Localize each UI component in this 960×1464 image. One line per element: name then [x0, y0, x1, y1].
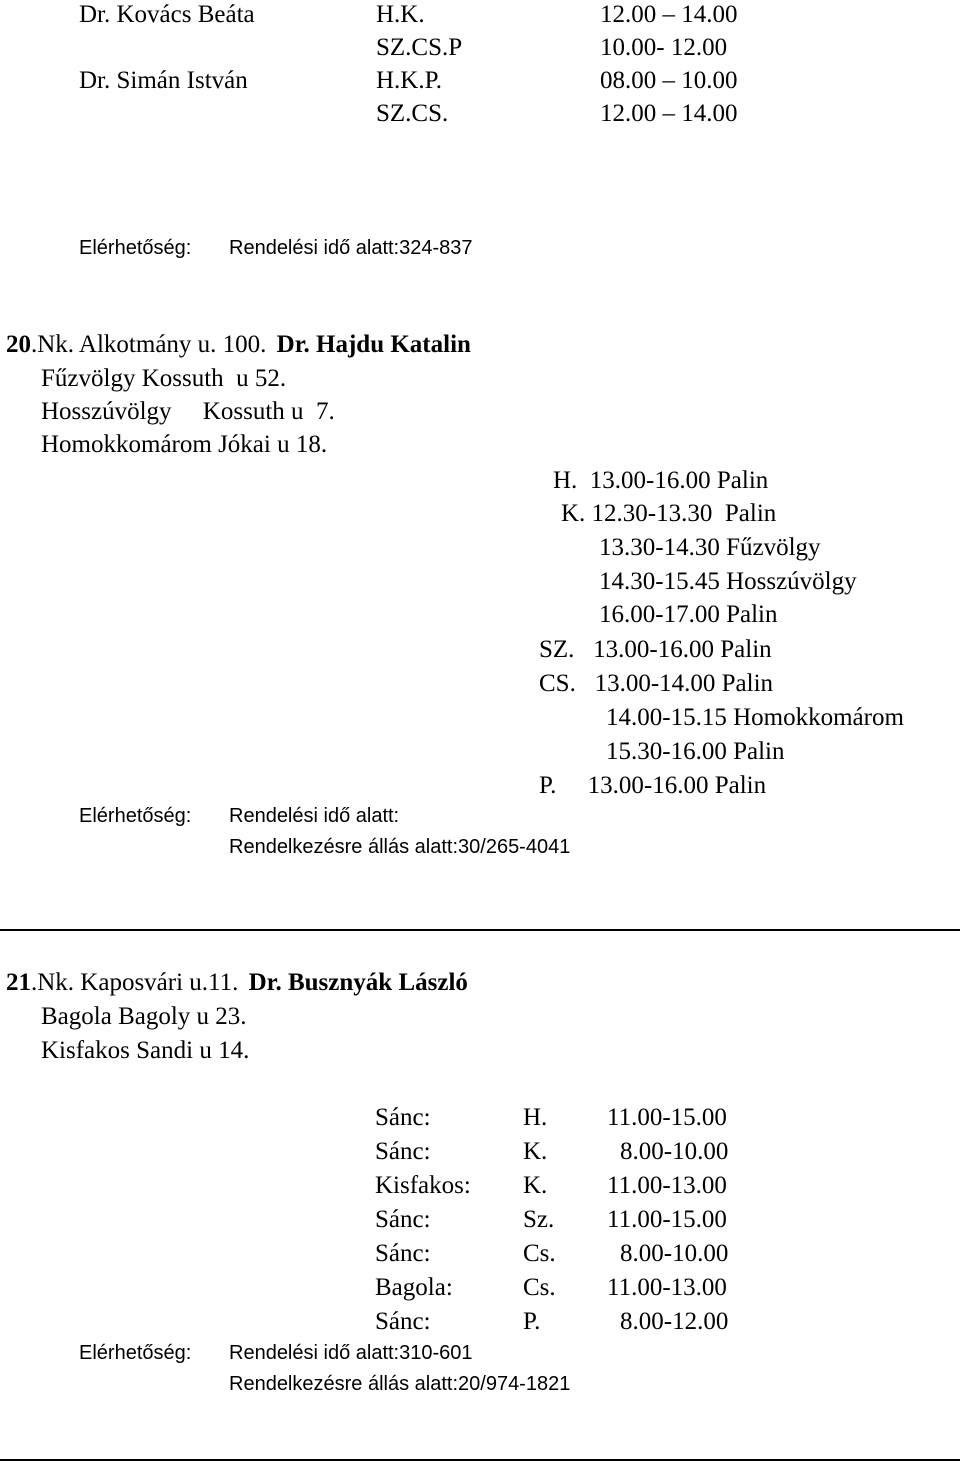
hours-siman-2: 12.00 – 14.00 [600, 100, 738, 127]
schedule-day: Cs. [523, 1240, 556, 1267]
doctor-name-kovacs: Dr. Kovács Beáta [79, 1, 255, 28]
days-siman-2: SZ.CS. [376, 100, 449, 127]
section-20-address-1: Fűzvölgy Kossuth u 52. [41, 365, 287, 392]
contact-hours-21: Rendelési idő alatt:310-601 [229, 1342, 473, 1364]
section-divider [0, 929, 960, 931]
schedule-hours: 8.00-10.00 [620, 1240, 729, 1267]
section-21-number: 21 [6, 969, 31, 996]
schedule-line: SZ. 13.00-16.00 Palin [539, 636, 772, 663]
schedule-line: 16.00-17.00 Palin [599, 601, 778, 628]
section-20-address: .Nk. Alkotmány u. 100. [31, 331, 267, 358]
schedule-hours: 11.00-15.00 [607, 1104, 727, 1131]
schedule-day: K. [523, 1138, 548, 1165]
schedule-hours: 8.00-12.00 [620, 1308, 729, 1335]
contact-hours-20: Rendelési idő alatt: [229, 805, 400, 827]
schedule-place: Sánc: [375, 1308, 431, 1335]
schedule-hours: 8.00-10.00 [620, 1138, 729, 1165]
hours-siman-1: 08.00 – 10.00 [600, 67, 738, 94]
section-20-number: 20 [6, 331, 31, 358]
bottom-divider [0, 1459, 960, 1461]
schedule-line: 15.30-16.00 Palin [606, 738, 785, 765]
schedule-day: H. [523, 1104, 548, 1131]
days-siman-1: H.K.P. [376, 67, 442, 94]
contact-label-20: Elérhetőség: [79, 805, 192, 827]
section-20-address-3: Homokkomárom Jókai u 18. [41, 431, 328, 458]
schedule-day: Sz. [523, 1206, 555, 1233]
schedule-day: K. [523, 1172, 548, 1199]
hours-kovacs-2: 10.00- 12.00 [600, 34, 728, 61]
contact-phone-20: Rendelkezésre állás alatt:30/265-4041 [229, 836, 571, 858]
contact-line-1: Rendelési idő alatt:324-837 [229, 237, 473, 259]
schedule-place: Sánc: [375, 1138, 431, 1165]
hours-kovacs-1: 12.00 – 14.00 [600, 1, 738, 28]
schedule-line: K. 12.30-13.30 Palin [561, 500, 777, 527]
schedule-day: Cs. [523, 1274, 556, 1301]
schedule-day: P. [523, 1308, 541, 1335]
days-kovacs-1: H.K. [376, 1, 425, 28]
section-21-address-2: Kisfakos Sandi u 14. [41, 1037, 250, 1064]
section-20-address-2: Hosszúvölgy Kossuth u 7. [41, 398, 335, 425]
contact-label-1: Elérhetőség: [79, 237, 192, 259]
section-20-doctor: Dr. Hajdu Katalin [276, 331, 471, 358]
section-21-heading [6, 968, 468, 998]
schedule-place: Kisfakos: [375, 1172, 471, 1199]
days-kovacs-2: SZ.CS.P [376, 34, 463, 61]
section-20-heading [6, 330, 471, 360]
section-21-address-1: Bagola Bagoly u 23. [41, 1003, 247, 1030]
section-21-doctor: Dr. Busznyák László [248, 969, 468, 996]
doctor-name-siman: Dr. Simán István [79, 67, 248, 94]
schedule-hours: 11.00-15.00 [607, 1206, 727, 1233]
section-21-address: .Nk. Kaposvári u.11. [31, 969, 239, 996]
schedule-line: 14.30-15.45 Hosszúvölgy [599, 568, 857, 595]
schedule-place: Bagola: [375, 1274, 453, 1301]
schedule-hours: 11.00-13.00 [607, 1172, 727, 1199]
schedule-line: P. 13.00-16.00 Palin [539, 772, 767, 799]
schedule-place: Sánc: [375, 1104, 431, 1131]
schedule-line: 14.00-15.15 Homokkomárom [606, 704, 904, 731]
contact-label-21: Elérhetőség: [79, 1342, 192, 1364]
schedule-hours: 11.00-13.00 [607, 1274, 727, 1301]
schedule-line: 13.30-14.30 Fűzvölgy [599, 534, 821, 561]
schedule-place: Sánc: [375, 1240, 431, 1267]
schedule-place: Sánc: [375, 1206, 431, 1233]
contact-phone-21: Rendelkezésre állás alatt:20/974-1821 [229, 1373, 571, 1395]
schedule-line: H. 13.00-16.00 Palin [553, 467, 769, 494]
schedule-line: CS. 13.00-14.00 Palin [539, 670, 774, 697]
